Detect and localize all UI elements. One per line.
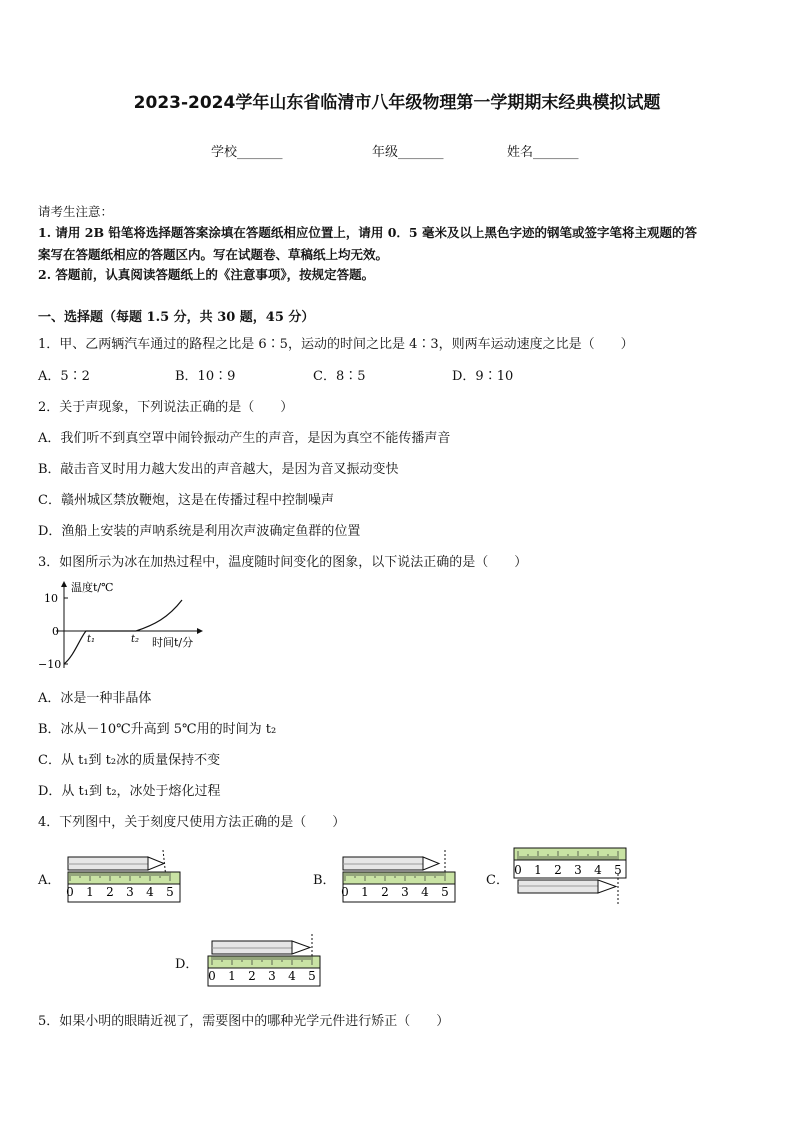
ruler-number: 0 [208, 969, 216, 983]
t2-label: t₂ [131, 634, 140, 645]
ruler-body [68, 884, 180, 902]
ruler-number: 5 [166, 885, 174, 899]
q4-label-c: C． [486, 873, 509, 888]
y-axis-label: 温度t/℃ [71, 581, 114, 594]
ruler-number: 1 [228, 969, 236, 983]
ruler-number: 2 [248, 969, 256, 983]
q3-option-b: B．冰从－10℃升高到 5℃用的时间为 t₂ [38, 722, 277, 737]
ruler-number: 3 [126, 885, 134, 899]
ruler-number: 2 [381, 885, 389, 899]
section-heading: 一、选择题（每题 1.5 分，共 30 题，45 分） [38, 310, 315, 325]
ruler-number: 4 [594, 863, 602, 877]
ruler-number: 1 [86, 885, 94, 899]
heating-curve [64, 600, 182, 664]
q4-label-b: B． [313, 873, 336, 888]
q1-stem: 1．甲、乙两辆汽车通过的路程之比是 6∶5，运动的时间之比是 4∶3，则两车运动速度之比是（ ） [38, 337, 634, 352]
q2-option-d: D．渔船上安装的声呐系统是利用次声波确定鱼群的位置 [38, 524, 361, 539]
ruler-body [208, 968, 320, 986]
temperature-time-graph [36, 578, 206, 672]
ruler-number: 2 [106, 885, 114, 899]
grade-field: 年级_______ [372, 145, 444, 160]
ruler-number: 2 [554, 863, 562, 877]
ruler-number: 3 [574, 863, 582, 877]
q5-stem: 5．如果小明的眼睛近视了，需要图中的哪种光学元件进行矫正（ ） [38, 1014, 450, 1029]
notice-item-1: 1. 请用 2B 铅笔将选择题答案涂填在答题纸相应位置上，请用 0．5 毫米及以上黑色字迹的钢笔或签字笔将主观题的答 [38, 225, 697, 240]
ruler-number: 4 [146, 885, 154, 899]
ruler-number: 3 [268, 969, 276, 983]
name-field: 姓名_______ [507, 145, 579, 160]
notice-heading: 请考生注意： [38, 204, 114, 219]
ruler-number: 0 [341, 885, 349, 899]
pencil-tip [292, 941, 310, 954]
y-tick-10: 10 [44, 592, 58, 605]
ruler-number: 1 [534, 863, 542, 877]
q1-option-d: D．9∶10 [452, 369, 514, 384]
t1-label: t₁ [87, 634, 96, 645]
ruler-number: 4 [421, 885, 429, 899]
notice-item-2: 2. 答题前，认真阅读答题纸上的《注意事项》，按规定答题。 [38, 267, 375, 282]
exam-title: 2023-2024学年山东省临清市八年级物理第一学期期末经典模拟试题 [133, 93, 661, 113]
ruler-number: 5 [308, 969, 316, 983]
ruler-body [514, 860, 626, 878]
ruler-number: 1 [361, 885, 369, 899]
ruler-number: 5 [614, 863, 622, 877]
ruler-body [343, 884, 455, 902]
ruler-figure-c [512, 846, 632, 908]
q4-label-a: A． [38, 873, 61, 888]
q2-option-a: A．我们听不到真空罩中闹铃振动产生的声音，是因为真空不能传播声音 [38, 431, 451, 446]
y-tick-minus10: −10 [38, 658, 62, 671]
pencil-tip [148, 857, 164, 870]
pencil-tip [423, 857, 439, 870]
q3-option-c: C．从 t₁到 t₂冰的质量保持不变 [38, 753, 221, 768]
ruler-number: 4 [288, 969, 296, 983]
x-axis-label: 时间t/分 [152, 636, 194, 649]
ruler-figure-b [341, 850, 459, 904]
ruler-figure-a [66, 850, 184, 904]
q3-option-a: A．冰是一种非晶体 [38, 691, 152, 706]
q2-stem: 2．关于声现象，下列说法正确的是（ ） [38, 400, 294, 415]
q3-option-d: D．从 t₁到 t₂，冰处于熔化过程 [38, 784, 221, 799]
ruler-number: 0 [66, 885, 74, 899]
q2-option-c: C．赣州城区禁放鞭炮，这是在传播过程中控制噪声 [38, 493, 334, 508]
notice-item-1-cont: 案写在答题纸相应的答题区内。写在试题卷、草稿纸上均无效。 [38, 247, 389, 262]
q1-option-b: B．10∶9 [175, 369, 236, 384]
ruler-number: 5 [441, 885, 449, 899]
ruler-figure-d [206, 934, 324, 988]
pencil-tip [598, 880, 616, 893]
q1-option-a: A．5∶2 [38, 369, 90, 384]
q3-stem: 3．如图所示为冰在加热过程中，温度随时间变化的图象，以下说法正确的是（ ） [38, 555, 528, 570]
q2-option-b: B．敲击音叉时用力越大发出的声音越大，是因为音叉振动变快 [38, 462, 399, 477]
y-tick-0: 0 [52, 625, 59, 638]
school-field: 学校_______ [211, 145, 283, 160]
ruler-number: 3 [401, 885, 409, 899]
ruler-number: 0 [514, 863, 522, 877]
q4-label-d: D． [175, 957, 199, 972]
q1-option-c: C．8∶5 [313, 369, 366, 384]
q4-stem: 4．下列图中，关于刻度尺使用方法正确的是（ ） [38, 815, 346, 830]
